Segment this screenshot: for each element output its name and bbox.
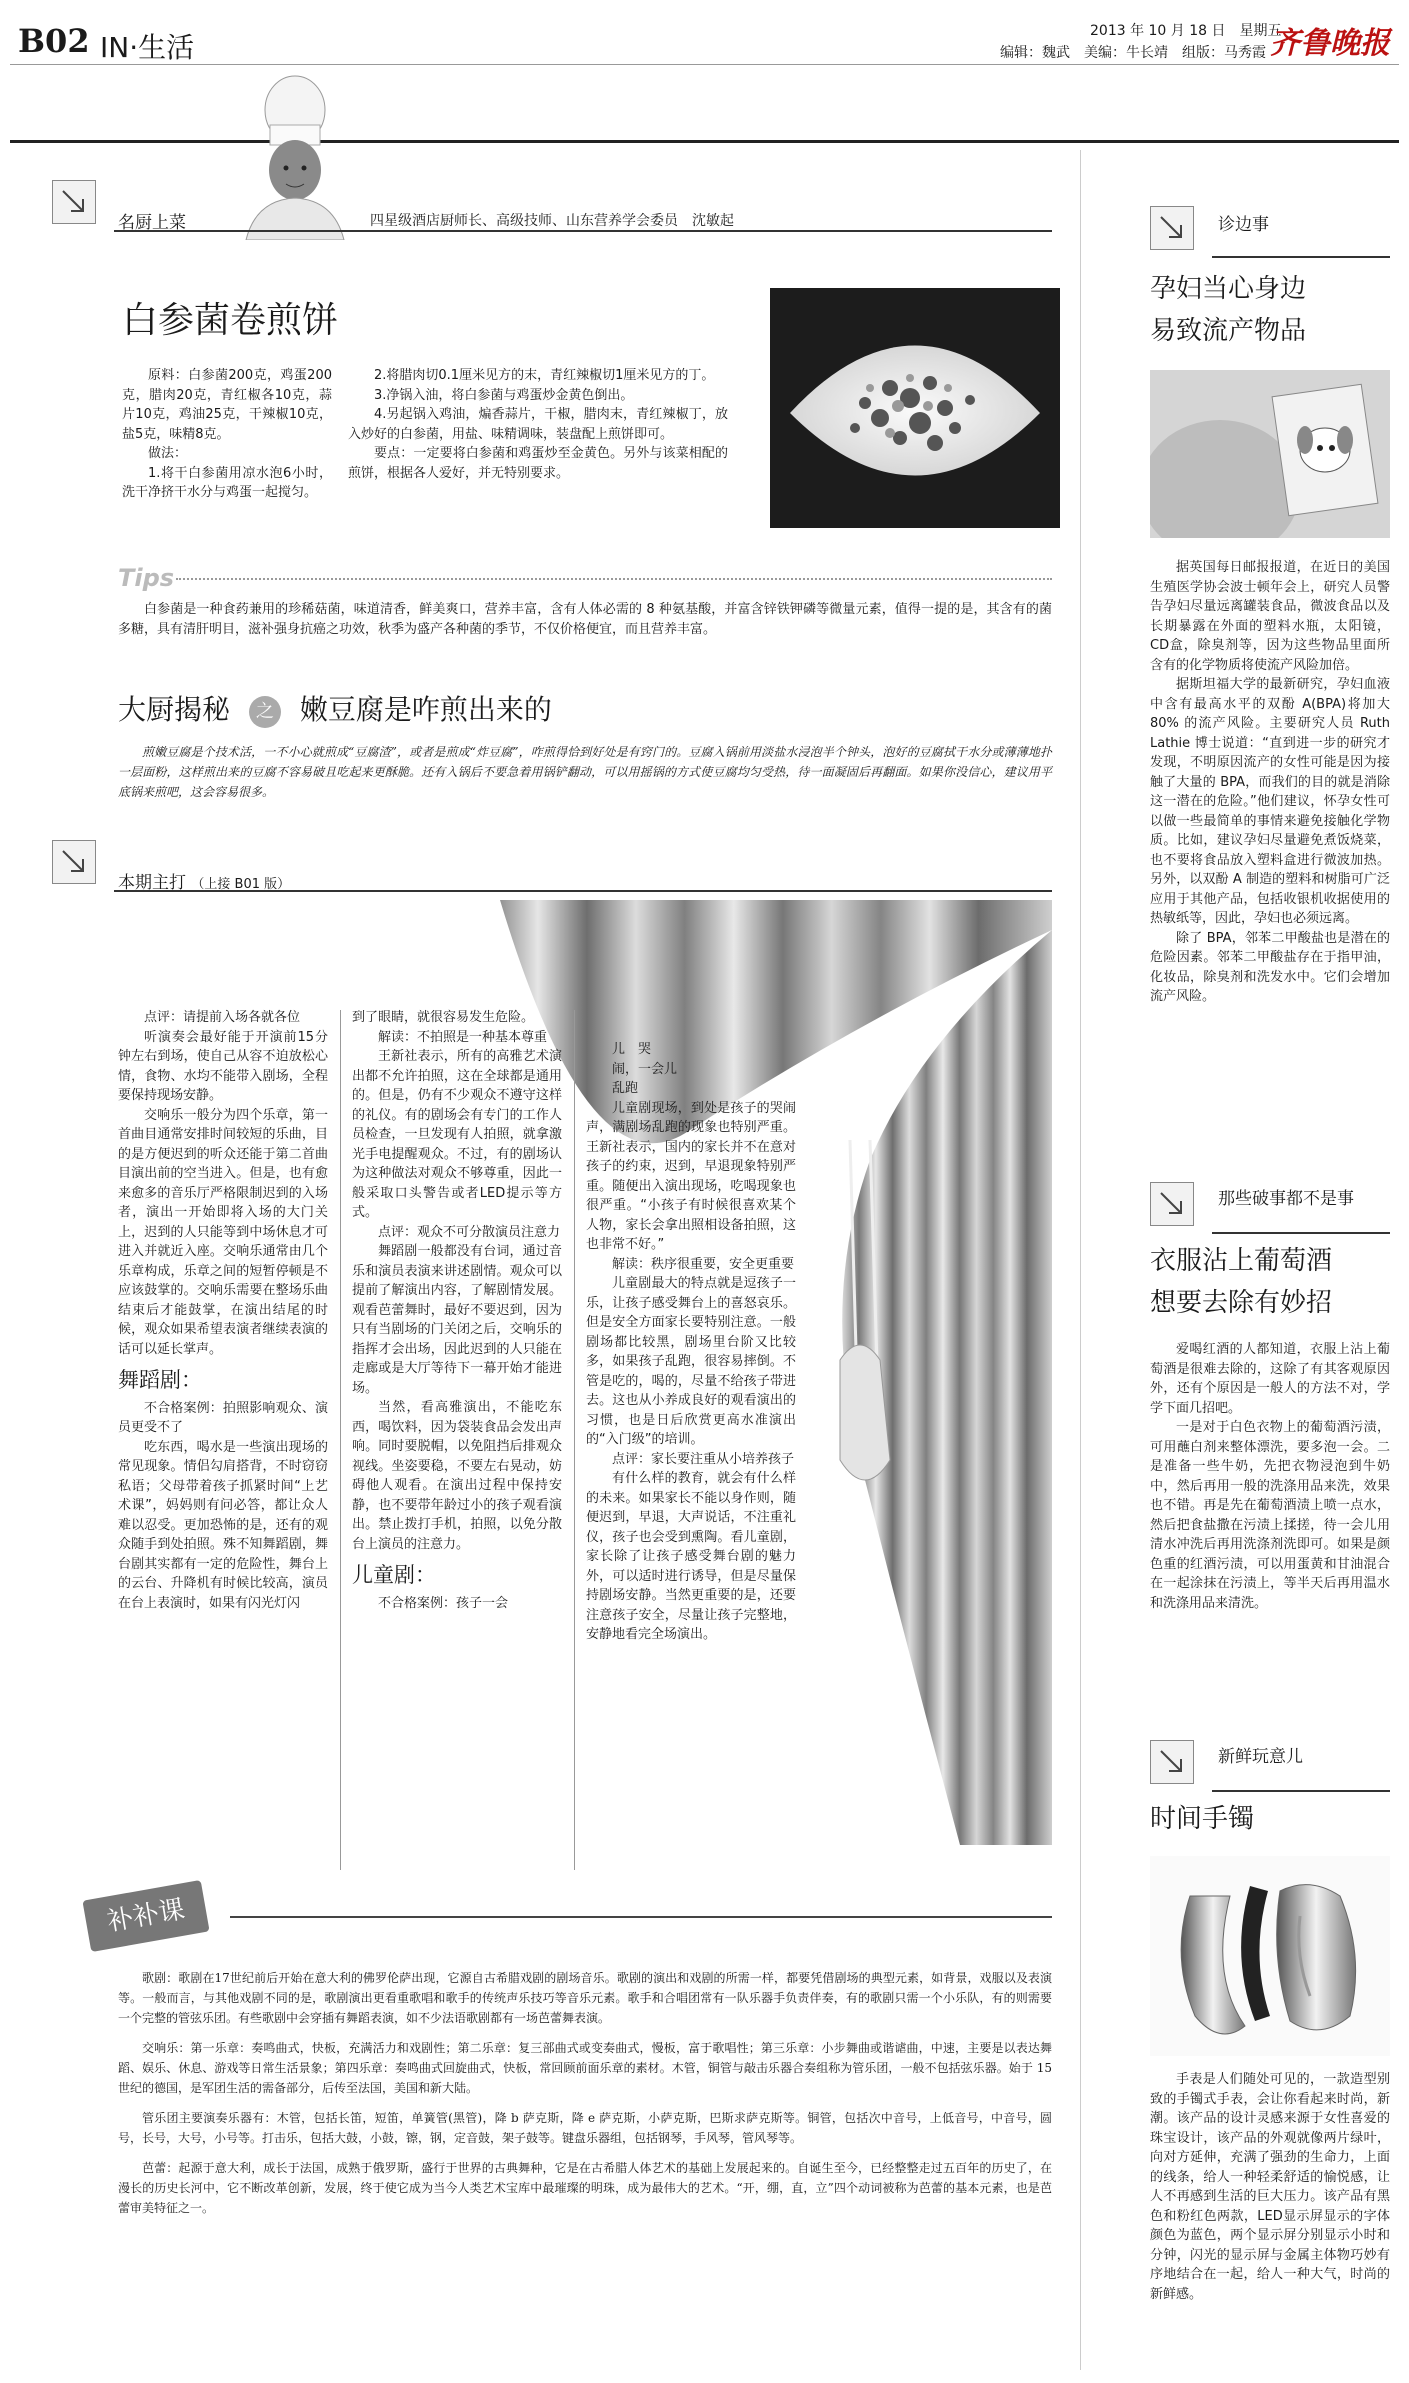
arrow-icon bbox=[52, 180, 96, 224]
main-heading-line: 儿 哭 bbox=[612, 1042, 652, 1057]
arrow-icon bbox=[1150, 206, 1194, 250]
side3-body: 手表是人们随处可见的，一款造型别致的手镯式手表，会让你看起来时尚，新潮。该产品的设计灵感来源于女性喜爱的珠宝设计，该产品的外观就像两片绿叶，向对方延伸，充满了强劲的生命力，上面的线条，给人一种轻柔舒适的愉悦感，让人不再感到生活的巨大压力。该产品有黑色和粉红色两款，LED显示屏显示的字体颜色为蓝色，两个显示屏分别显示小时和分钟，闪光的显示屏与金属主体物巧妙有序地结合在一起，给人一种大气，时尚的新鲜感。 bbox=[1150, 2072, 1390, 2302]
supplement-ballet: 芭蕾：起源于意大利，成长于法国，成熟于俄罗斯，盛行于世界的古典舞种，它是在古希腊人体艺术的基础上发展起来的。自诞生至今，已经整整走过五百年的历史了，在漫长的历史长河中，它不断改革创新，发展，终于使它成为当今人类艺术宝库中最璀璨的明珠，成为最伟大的艺术。“开，绷，直，立”四个动词被称为芭蕾的基本元素，也是芭蕾审美特征之一。 bbox=[118, 2161, 1052, 2215]
main-explain-1: 解读：不拍照是一种基本尊重 bbox=[378, 1029, 548, 1045]
pregnant-photo bbox=[1150, 370, 1390, 538]
main-explain-2: 解读：秩序很重要，安全更重要 bbox=[612, 1256, 795, 1272]
main-paragraph: 听演奏会最好能于开演前15分钟左右到场，使自己从容不迫放松心情，食物、水均不能带入剧场，全程要保持现场安静。 bbox=[118, 1029, 328, 1103]
reveal-title-left: 大厨揭秘 bbox=[118, 693, 231, 726]
bracelet-photo bbox=[1150, 1856, 1390, 2056]
side2-title bbox=[1150, 1240, 1332, 1324]
side1-title bbox=[1150, 268, 1306, 352]
chef-section-label: 名厨上菜 bbox=[118, 213, 186, 233]
side2-body bbox=[1150, 1340, 1390, 1613]
chef-col2 bbox=[348, 366, 728, 483]
dish-title: 白参菌卷煎饼 bbox=[122, 300, 339, 341]
side2-paragraph: 一是对于白色衣物上的葡萄酒污渍，可用蘸白剂来整体漂洗，要多泡一会。二是准备一些牛奶，先把衣物浸泡到牛奶中，然后再用一般的洗涤用品来洗，效果也不错。再是先在葡萄酒渍上喷一点水，然后把食盐撒在污渍上揉搓，待一会儿用清水冲洗后再用洗涤剂洗即可。如果是颜色重的红酒污渍，可以用蛋黄和甘油混合在一起涂抹在污渍上，等半天后再用温水和洗涤用品来清洗。 bbox=[1150, 1420, 1390, 1611]
supplement-symphony: 交响乐：第一乐章：奏鸣曲式，快板，充满活力和戏剧性；第二乐章：复三部曲式或变奏曲式，慢板，富于歌唱性；第三乐章：小步舞曲或谐谑曲，中速，主要是以表达舞蹈、娱乐、休息、游戏等日常生活景象；第四乐章：奏鸣曲式回旋曲式，快板，常回顾前面乐章的素材。木管，铜管与敲击乐器合奏组称为管乐团，一般不包括弦乐器。始于 15 世纪的德国，是军团生活的需备部分，后传至法国，美国和新大陆。 bbox=[118, 2041, 1052, 2095]
main-heading-line: 乱跑 bbox=[612, 1081, 639, 1096]
dish-photo bbox=[770, 288, 1060, 528]
main-paragraph: 舞蹈剧一般都没有台词，通过音乐和演员表演来讲述剧情。观众可以提前了解演出内容，了解剧情发展。观看芭蕾舞时，最好不要迟到，因为只有当剧场的门关闭之后，交响乐的指挥才会出场，因此迟到的人只能在走廊或是大厅等待下一幕开始才能进场。 bbox=[352, 1244, 562, 1396]
paper-logo: 齐鲁晚报 bbox=[1270, 26, 1390, 61]
main-paragraph: 交响乐一般分为四个乐章，第一首曲目通常安排时间较短的乐曲，目的是方便迟到的听众还能于第二首曲目演出前的空当进入。但是，也有愈来愈多的音乐厅严格限制迟到的入场者，演出一开始即将入场的大门关上，迟到的人只能等到中场休息才可进入并就近入座。交响乐通常由几个乐章构成，乐章之间的短暂停顿是不应该鼓掌的。交响乐需要在整场乐曲结束后才能鼓掌，在演出结尾的时候，观众如果希望表演者继续表演的话可以延长掌声。 bbox=[118, 1107, 328, 1357]
side1-title-line: 易致流产物品 bbox=[1150, 316, 1307, 346]
main-subhead-dance: 舞蹈剧： bbox=[118, 1368, 202, 1392]
date-line: 2013 年 10 月 18 日 星期五 bbox=[1090, 23, 1282, 39]
side3-label: 新鲜玩意儿 bbox=[1218, 1747, 1303, 1767]
side2-title-line: 衣服沾上葡萄酒 bbox=[1150, 1246, 1333, 1276]
side2-header bbox=[1150, 1208, 1390, 1234]
chef-byline: 四星级酒店厨师长、高级技师、山东营养学会委员 沈敏起 bbox=[370, 213, 734, 229]
main-paragraph: 儿童剧最大的特点就是逗孩子一乐，让孩子感受舞台上的喜怒哀乐。但是安全方面家长要特别注意。一般剧场都比较黑，剧场里台阶又比较多，如果孩子乱跑，很容易摔倒。不管是吃的，喝的，尽量不给孩子带进去。这也从小养成良好的观看演出的习惯，也是日后欣赏更高水准演出的“入门级”的培训。 bbox=[586, 1276, 796, 1447]
main-paragraph: 王新社表示，所有的高雅艺术演出都不允许拍照，这在全球都是通用的。但是，仍有不少观众不遵守这样的礼仪。有的剧场会有专门的工作人员检查，一旦发现有人拍照，就拿激光手电提醒观众。不过，有的剧场认为这种做法对观众不够尊重，因此一般采取口头警告或者LED提示等方式。 bbox=[352, 1049, 562, 1220]
side1-label: 诊边事 bbox=[1218, 215, 1269, 235]
chef-step-4: 4.另起锅入鸡油，煸香蒜片，干椒，腊肉末，青红辣椒丁，放入炒好的白参菌，用盐、味精调味，装盘配上煎饼即可。 bbox=[348, 407, 728, 442]
supplement-band: 管乐团主要演奏乐器有：木管，包括长笛，短笛，单簧管(黑管)，降 b 萨克斯，降 e 萨克斯，小萨克斯，巴斯求萨克斯等。铜管，包括次中音号，上低音号，中音号，圆号，长号，大号，小号等。打击乐，包括大鼓，小鼓，镲，钢，定音鼓，架子鼓等。键盘乐器组，包括钢琴，手风琴，管风琴等。 bbox=[118, 2111, 1052, 2145]
page-number: B02 bbox=[18, 22, 90, 60]
chef-key-point: 要点：一定要将白参菌和鸡蛋炒至金黄色。另外与该菜相配的煎饼，根据各人爱好，并无特别要求。 bbox=[348, 446, 728, 481]
main-heading-line: 闹，一会儿 bbox=[612, 1061, 678, 1077]
chef-method-label: 做法： bbox=[148, 446, 188, 461]
reveal-title bbox=[118, 688, 552, 728]
chef-ingredients: 原料：白参菌200克，鸡蛋200克，腊肉20克，青红椒各10克，蒜片10克，鸡油25克，干辣椒10克，盐5克，味精8克。 bbox=[122, 368, 332, 442]
main-note: （上接 B01 版） bbox=[191, 877, 291, 892]
main-label: 本期主打 bbox=[118, 873, 186, 893]
reveal-title-right: 嫩豆腐是咋煎出来的 bbox=[299, 693, 552, 726]
main-comment-1: 点评：请提前入场各就各位 bbox=[144, 1010, 301, 1025]
main-case-2: 不合格案例：孩子一会 bbox=[378, 1595, 509, 1611]
main-comment-3: 点评：家长要注重从小培养孩子 bbox=[612, 1451, 795, 1467]
arrow-icon bbox=[1150, 1740, 1194, 1784]
header-rule-bold bbox=[10, 140, 1399, 143]
side3-header bbox=[1150, 1766, 1390, 1792]
section-name: IN·生活 bbox=[100, 31, 195, 64]
main-paragraph: 当然，看高雅演出，不能吃东西，喝饮料，因为袋装食品会发出声响。同时要脱帽，以免阻挡后排观众视线。坐姿要稳，不要左右晃动，妨碍他人观看。在演出过程中保持安静，也不要带年龄过小的孩子观看演出。禁止拨打手机，拍照，以免分散台上演员的注意力。 bbox=[352, 1400, 562, 1552]
tips-label: Tips bbox=[118, 564, 175, 592]
supplement-label: 补补课 bbox=[104, 1894, 188, 1938]
side1-paragraph: 据英国每日邮报报道，在近日的美国生殖医学协会波士顿年会上，研究人员警告孕妇尽量远离罐装食品，微波食品以及长期暴露在外面的塑料水瓶，太阳镜，CD盒，除臭剂等，因为这些物品里面所含有的化学物质将使流产风险加倍。 bbox=[1150, 560, 1390, 673]
main-comment-2: 点评：观众不可分散演员注意力 bbox=[378, 1224, 561, 1240]
side1-header bbox=[1150, 232, 1390, 258]
arrow-icon bbox=[1150, 1182, 1194, 1226]
main-subhead-children: 儿童剧： bbox=[352, 1563, 436, 1587]
side2-title-line: 想要去除有妙招 bbox=[1150, 1288, 1333, 1318]
main-section-label bbox=[118, 868, 290, 893]
main-paragraph: 有什么样的教育，就会有什么样的未来。如果家长不能以身作则，随便迟到，早退，大声说话，不注重礼仪，孩子也会受到熏陶。看儿童剧，家长除了让孩子感受舞台剧的魅力外，可以适时进行诱导，但是尽量保持剧场安静。当然更重要的是，还要注意孩子安全，尽量让孩子完整地，安静地看完全场演出。 bbox=[586, 1471, 796, 1642]
supplement-badge bbox=[82, 1880, 209, 1952]
main-paragraph: 吃东西，喝水是一些演出现场的常见现象。情侣勾肩搭背，不时窃窃私语；父母带着孩子抓紧时间“上艺术课”，妈妈则有问必答，都让众人难以忍受。更加恐怖的是，还有的观众随手到处拍照。殊不知舞蹈剧，舞台剧其实都有一定的危险性，舞台上的云台、升降机有时候比较高，演员在台上表演时，如果有闪光灯闪 bbox=[118, 1439, 328, 1611]
main-col2 bbox=[352, 1008, 562, 1613]
staff-line: 编辑：魏武 美编：牛长靖 组版：马秀霞 bbox=[1000, 45, 1266, 61]
side1-paragraph: 除了 BPA，邻苯二甲酸盐也是潜在的危险因素。邻苯二甲酸盐存在于指甲油，化妆品，除臭剂和洗发水中。它们会增加流产风险。 bbox=[1150, 930, 1390, 1004]
side1-body bbox=[1150, 558, 1390, 1007]
tips-text: 白参菌是一种食药兼用的珍稀菇菌，味道清香，鲜美爽口，营养丰富，含有人体必需的 8 种氨基酸，并富含锌铁钾磷等微量元素，值得一提的是，其含有的菌多糖，具有清肝明目，滋补强身抗癌之功效，秋季为盛产各种菌的季节，不仅价格便宜，而且营养丰富。 bbox=[118, 602, 1052, 637]
side2-paragraph: 爱喝红酒的人都知道，衣服上沾上葡萄酒是很难去除的，这除了有其客观原因外，还有个原因是一般人的方法不对，学学下面几招吧。 bbox=[1150, 1342, 1390, 1416]
chef-col1 bbox=[122, 366, 332, 503]
header-rule bbox=[10, 64, 1399, 65]
main-col3 bbox=[586, 1040, 796, 1645]
side2-label: 那些破事都不是事 bbox=[1218, 1189, 1354, 1209]
chef-step-1: 1.将干白参菌用凉水泡6小时，洗干净挤干水分与鸡蛋一起搅匀。 bbox=[122, 465, 332, 500]
reveal-title-mid: 之 bbox=[249, 696, 281, 728]
reveal-text: 煎嫩豆腐是个技术活，一不小心就煎成“豆腐渣”，或者是煎成“炸豆腐”，咋煎得恰到好处是有窍门的。豆腐入锅前用淡盐水浸泡半个钟头，泡好的豆腐拭干水分或薄薄地扑一层面粉，这样煎出来的豆腐不容易破且吃起来更酥脆。还有入锅后不要急着用锅铲翻动，可以用摇锅的方式使豆腐均匀受热，待一面凝固后再翻面。如果你没信心，建议用平底锅来煎吧，这会容易很多。 bbox=[118, 745, 1052, 799]
tips-rule bbox=[176, 578, 1052, 580]
main-col1 bbox=[118, 1008, 328, 1613]
chef-step-3: 3.净锅入油，将白参菌与鸡蛋炒金黄色倒出。 bbox=[374, 387, 634, 403]
arrow-icon bbox=[52, 840, 96, 884]
supplement-rule bbox=[230, 1916, 1052, 1918]
side1-title-line: 孕妇当心身边 bbox=[1150, 274, 1307, 304]
main-case-1: 不合格案例：拍照影响观众、演员更受不了 bbox=[118, 1400, 328, 1435]
page-header bbox=[0, 0, 1409, 150]
chef-step-2: 2.将腊肉切0.1厘米见方的末，青红辣椒切1厘米见方的丁。 bbox=[374, 368, 715, 383]
main-paragraph: 到了眼睛，就很容易发生危险。 bbox=[352, 1010, 535, 1025]
supplement-opera: 歌剧：歌剧在17世纪前后开始在意大利的佛罗伦萨出现，它源自古希腊戏剧的剧场音乐。歌剧的演出和戏剧的所需一样，都要凭借剧场的典型元素，如背景，戏服以及表演等。一般而言，与其他戏剧不同的是，歌剧演出更看重歌唱和歌手的传统声乐技巧等音乐元素。歌手和合唱团常有一队乐器手负责伴奏，有的歌剧只需一个小乐队，有的则需要一个完整的管弦乐团。有些歌剧中会穿插有舞蹈表演，如不少法语歌剧都有一场芭蕾舞表演。 bbox=[118, 1971, 1052, 2025]
main-paragraph: 儿童剧现场，到处是孩子的哭闹声，满剧场乱跑的现象也特别严重。王新社表示，国内的家长并不在意对孩子的约束，迟到，早退现象特别严重。随便出入演出现场，吃喝现象也很严重。“小孩子有时候很喜欢某个人物，家长会拿出照相设备拍照，这也非常不好。” bbox=[586, 1100, 796, 1252]
supplement-body bbox=[118, 1968, 1052, 2218]
side3-title: 时间手镯 bbox=[1150, 1804, 1255, 1834]
side1-paragraph: 据斯坦福大学的最新研究，孕妇血液中含有最高水平的双酚 A(BPA)将加大 80% 的流产风险。主要研究人员 Ruth Lathie 博士说道：“直到进一步的研究才发现，不明原因流产的女性可能是因为接触了大量的 BPA，而我们的目的就是消除这一潜在的危险。”他们建议，怀孕女性可以做一些最简单的事情来避免接触化学物质。比如，建议孕妇尽量避免煮饭烧菜，也不要将食品放入塑料盒进行微波加热。另外，以双酚 A 制造的塑料和树脂可广泛应用于其他产品，包括收银机收据使用的热敏纸等，因此，孕妇也必须远离。 bbox=[1150, 677, 1390, 926]
